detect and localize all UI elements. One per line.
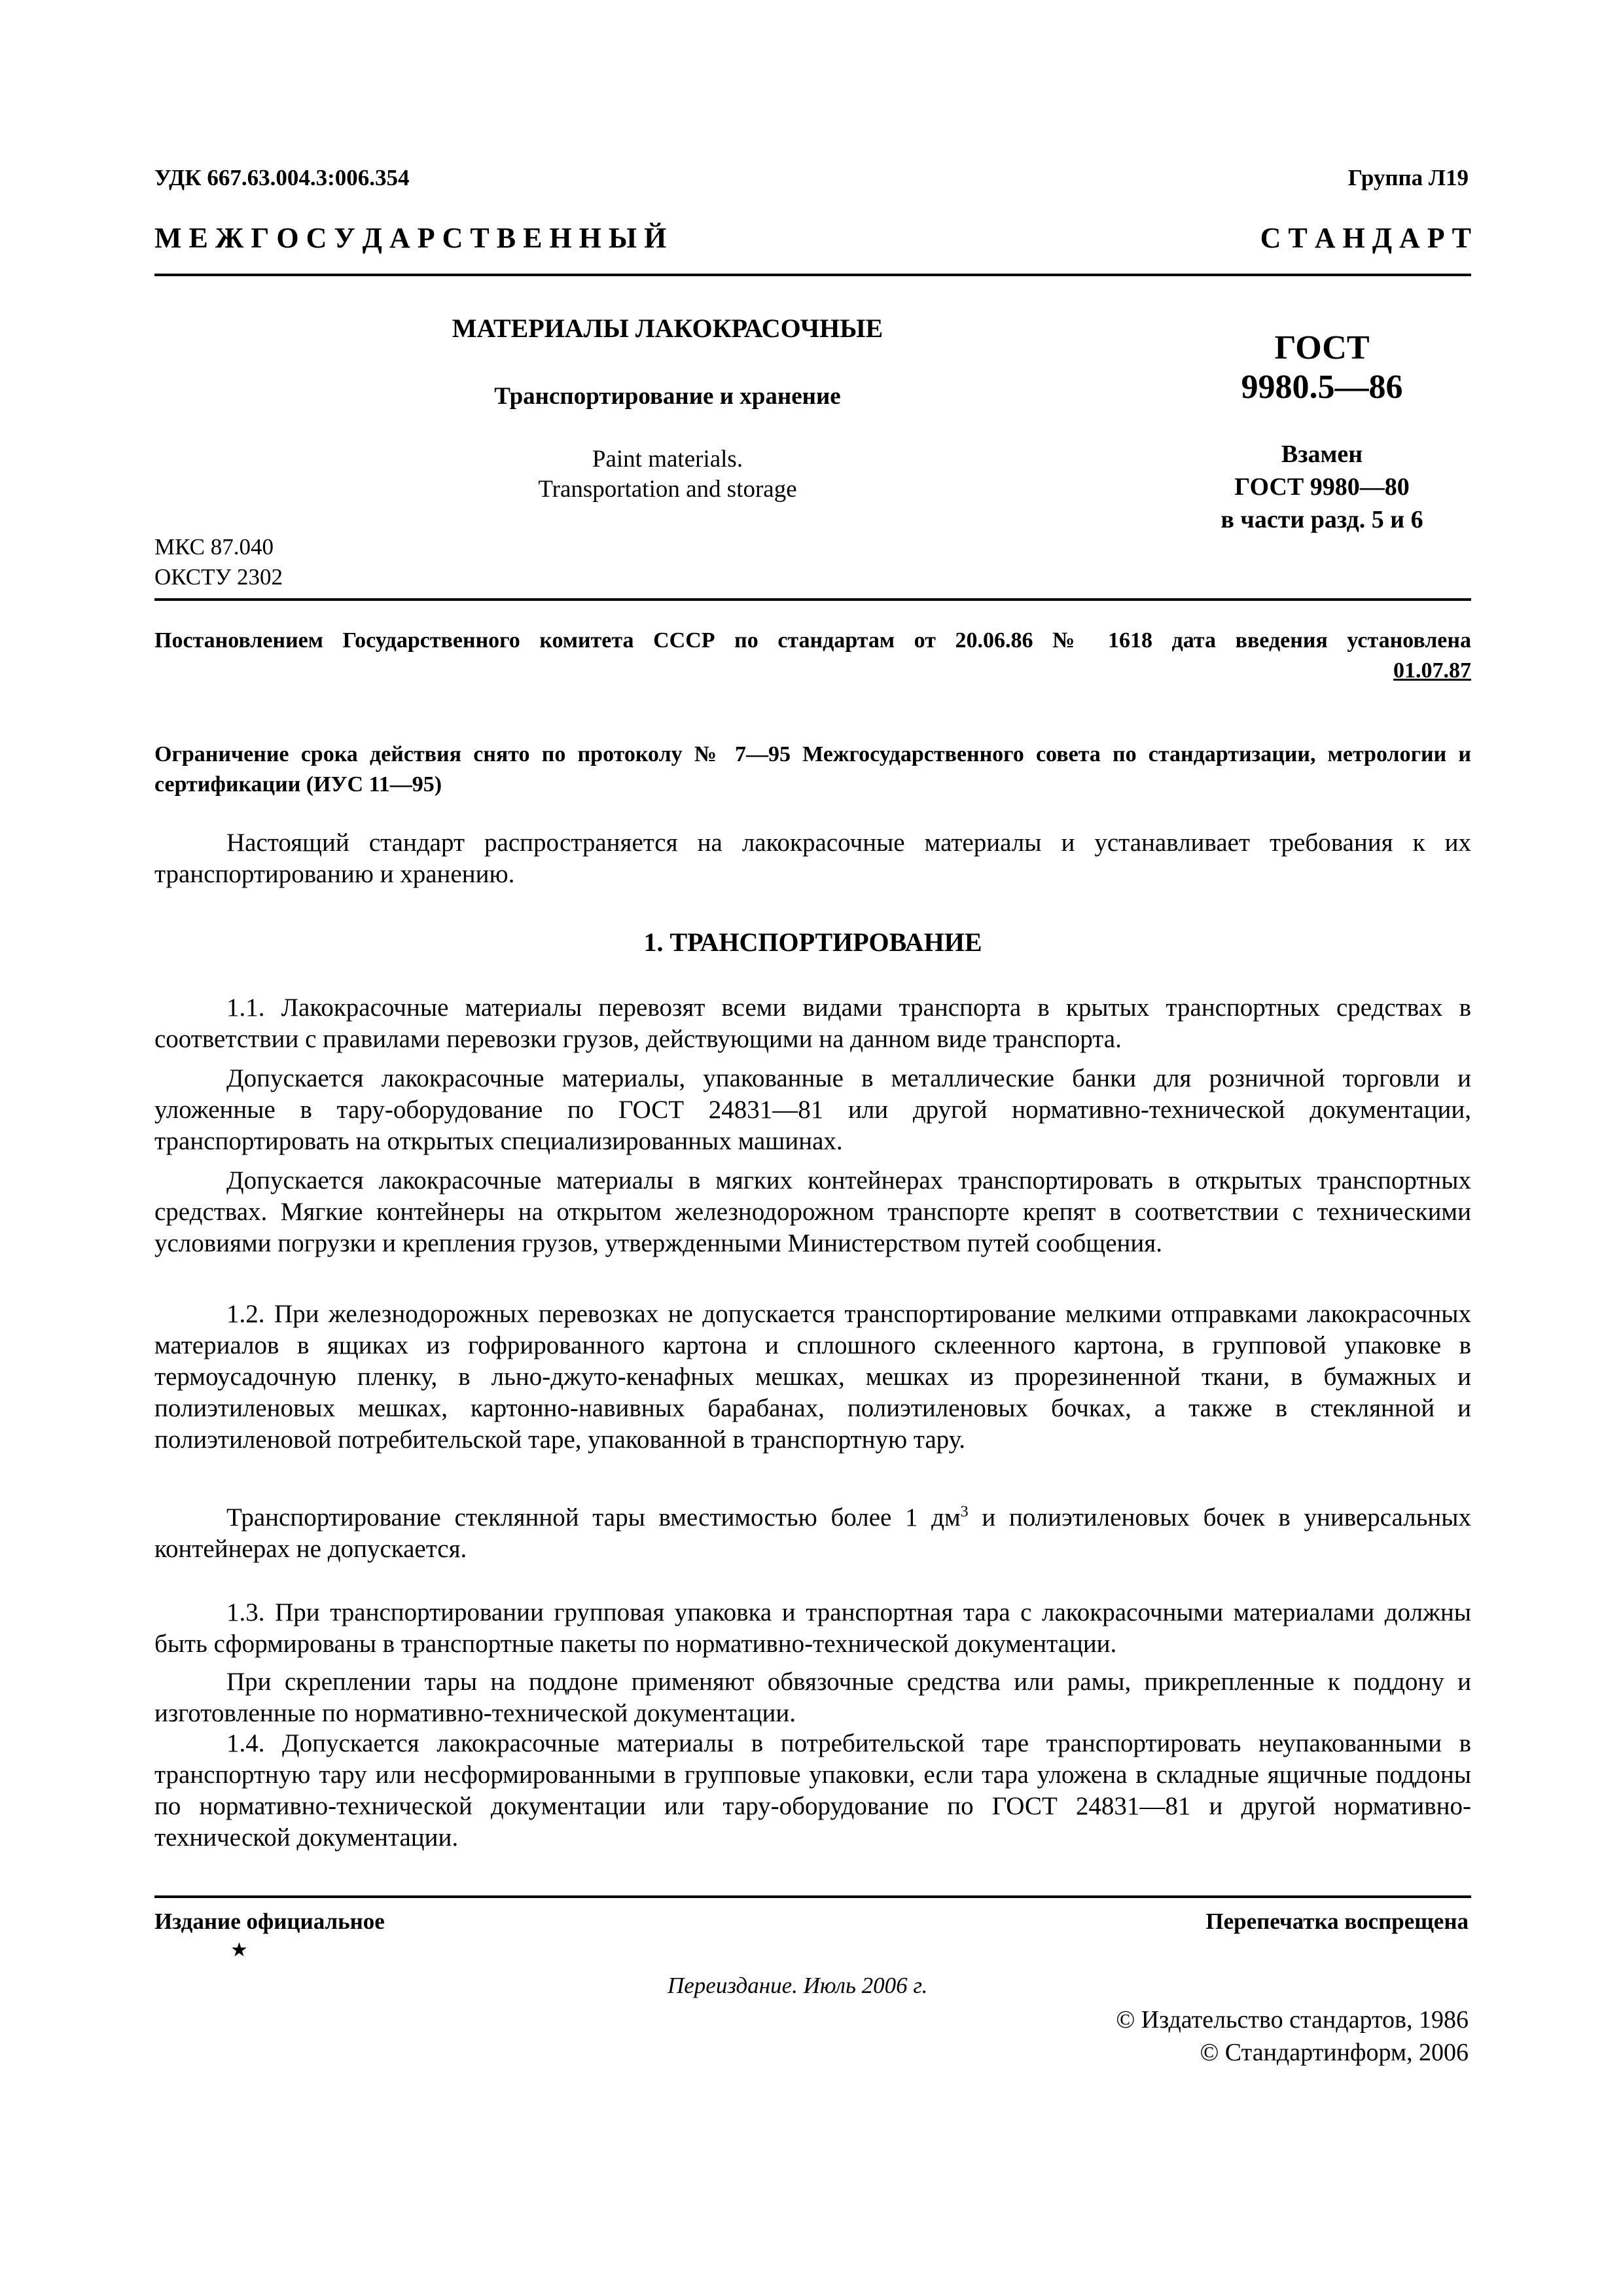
paragraph-1-1-c: Допускается лакокрасочные материалы в мягких контейнерах транспортировать в открытых транспортных средствах. Мягкие контейнеры на открытом железнодорожном транспорте крепят в соответствии с техническими условиями погрузки и крепления грузов, утвержденными Министерством путей сообщения.: [154, 1166, 1471, 1257]
decree-text: Постановлением Государственного комитета СССР по стандартам от 20.06.86 № 1618 дата введения установлена: [154, 628, 1471, 653]
okstu-code: ОКСТУ 2302: [154, 564, 283, 590]
top-divider: [154, 274, 1471, 276]
introduction-date: 01.07.87: [1393, 658, 1471, 683]
document-title: МАТЕРИАЛЫ ЛАКОКРАСОЧНЫЕ: [452, 314, 883, 343]
no-reprint-label: Перепечатка воспрещена: [1205, 1909, 1469, 1934]
paragraph-1-1: 1.1. Лакокрасочные материалы перевозят всеми видами транспорта в крытых транспортных средствах в соответствии с правилами перевозки грузов, действующими на данном виде транспорта.: [154, 994, 1471, 1053]
replaces-part: в части разд. 5 и 6: [1221, 506, 1423, 533]
paragraph-1-3: 1.3. При транспортировании групповая упаковка и транспортная тара с лакокрасочными материалами должны быть сформированы в транспортные пакеты по нормативно-технической документации.: [154, 1598, 1471, 1658]
interstate-word: М Е Ж Г О С У Д А Р С Т В Е Н Н Ы Й: [154, 222, 667, 254]
limitation-paragraph: Ограничение срока действия снято по протоколу № 7—95 Межгосударственного совета по стандартизации, метрологии и сертификации (ИУС 11—95): [154, 742, 1471, 797]
udk-code: УДК 667.63.004.3:006.354: [154, 165, 410, 190]
gost-label: ГОСТ: [1274, 329, 1370, 367]
middle-divider: [154, 598, 1471, 601]
reissue-note: Переиздание. Июль 2006 г.: [668, 1973, 928, 1998]
intro-paragraph: Настоящий стандарт распространяется на лакокрасочные материалы и устанавливает требования к их транспортированию и хранению.: [154, 829, 1471, 888]
paragraph-1-2-b-end: и полиэтиленовых бочек в универсальных контейнерах не допускается.: [154, 1503, 1471, 1563]
standard-word: С Т А Н Д А Р Т: [1260, 222, 1471, 254]
interstate-standard-heading: [154, 221, 1471, 255]
copyright-1986: © Издательство стандартов, 1986: [1116, 2006, 1469, 2034]
section-1-heading: 1. ТРАНСПОРТИРОВАНИЕ: [643, 927, 982, 957]
paragraph-1-2: 1.2. При железнодорожных перевозках не допускается транспортирование мелкими отправками лакокрасочных материалов в ящиках из гофрированного картона и сплошного склеенного картона, в групповой упаковке в термоусадочную пленку, в льно-джуто-кенафных мешках, мешках из прорезиненной ткани, в бумажных и полиэтиленовых мешках, картонно-навивных барабанах, полиэтиленовых бочках, а также в стеклянной и полиэтиленовой потребительской таре, упакованной в транспортную тару.: [154, 1300, 1471, 1454]
decree-paragraph: [154, 626, 1471, 686]
copyright-2006: © Стандартинформ, 2006: [1200, 2039, 1469, 2066]
paragraph-1-2-b: [154, 1496, 1471, 1565]
star-icon: ★: [230, 1939, 248, 1961]
official-edition-label: Издание официальное: [154, 1909, 385, 1934]
decree-date-line: [154, 656, 1471, 686]
paragraph-1-3-b: При скреплении тары на поддоне применяют обвязочные средства или рамы, прикрепленные к поддону и изготовленные по нормативно-технической документации.: [154, 1668, 1471, 1727]
english-title-line-2: Transportation and storage: [538, 476, 797, 503]
gost-number: 9980.5—86: [1241, 368, 1403, 406]
replaces-gost: ГОСТ 9980—80: [1234, 473, 1410, 501]
cubic-superscript: 3: [960, 1503, 969, 1520]
replaces-label: Взамен: [1281, 440, 1363, 468]
footer-divider: [154, 1895, 1471, 1898]
document-subtitle: Транспортирование и хранение: [494, 383, 841, 410]
group-code: Группа Л19: [1347, 165, 1469, 190]
paragraph-1-4: 1.4. Допускается лакокрасочные материалы в потребительской таре транспортировать неупакованными в транспортную тару или несформированными в групповые упаковки, если тара уложена в складные ящичные поддоны по нормативно-технической документации или тару-оборудование по ГОСТ 24831—81 и другой нормативно-технической документации.: [154, 1729, 1471, 1852]
mks-code: МКС 87.040: [154, 534, 274, 560]
english-title-line-1: Paint materials.: [592, 446, 743, 473]
paragraph-1-1-b: Допускается лакокрасочные материалы, упакованные в металлические банки для розничной торговли и уложенные в тару-оборудование по ГОСТ 24831—81 или другой нормативно-технической документации, транспортировать на открытых специализированных машинах.: [154, 1064, 1471, 1155]
paragraph-1-2-b-start: Транспортирование стеклянной тары вместимостью более 1 дм: [226, 1503, 961, 1532]
